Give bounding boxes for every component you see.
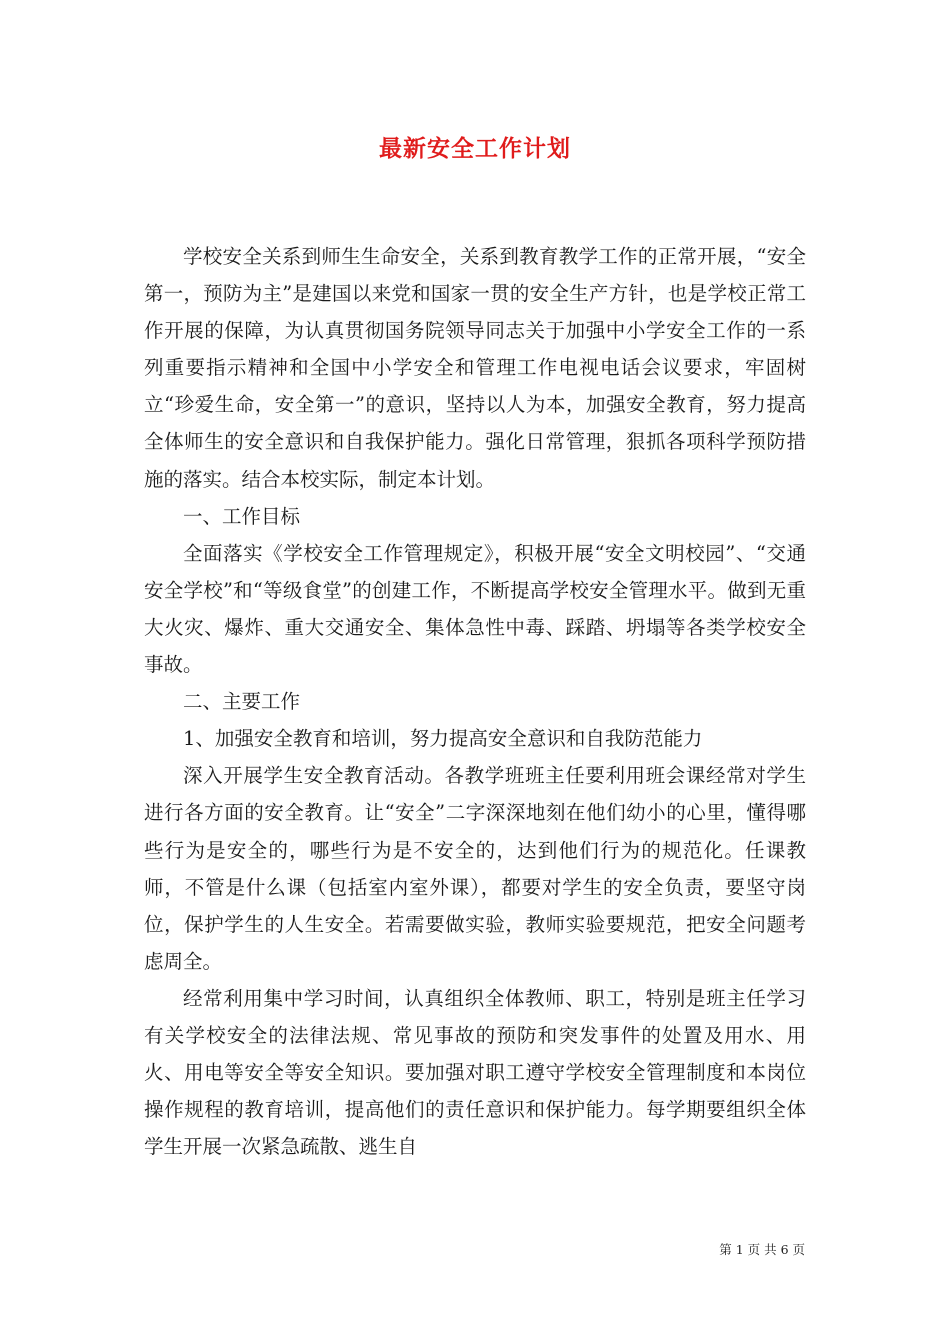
heading-work-goals: 一、工作目标 [183,504,301,528]
page-number-label: 第 1 页 共 6 页 [719,1242,805,1257]
paragraph-staff-training: 经常利用集中学习时间，认真组织全体教师、职工，特别是班主任学习有关学校安全的法律法规、常见事故的预防和突发事件的处置及用水、用火、用电等安全等安全知识。要加强对职工遵守学校安全管理制度和本岗位操作规程的教育培训，提高他们的责任意识和保护能力。每学期要组织全体学生开展一次紧急疏散、逃生自 [144,986,806,1159]
page-number [719,1240,805,1258]
document-title: 最新安全工作计划 [379,135,571,162]
paragraph-intro: 学校安全关系到师生生命安全，关系到教育教学工作的正常开展，“安全第一，预防为主”是建国以来党和国家一贯的安全生产方针，也是学校正常工作开展的保障，为认真贯彻国务院领导同志关于加强中小学安全工作的一系列重要指示精神和全国中小学安全和管理工作电视电话会议要求，牢固树立“珍爱生命，安全第一”的意识，坚持以人为本，加强安全教育，努力提高全体师生的安全意识和自我保护能力。强化日常管理，狠抓各项科学预防措施的落实。结合本校实际，制定本计划。 [144,245,806,491]
subheading-education-training: 1、加强安全教育和培训，努力提高安全意识和自我防范能力 [183,727,703,751]
paragraph-goals: 全面落实《学校安全工作管理规定》，积极开展“安全文明校园”、“交通安全学校”和“等级食堂”的创建工作，不断提高学校安全管理水平。做到无重大火灾、爆炸、重大交通安全、集体急性中毒、踩踏、坍塌等各类学校安全事故。 [144,541,806,677]
paragraph-student-education: 深入开展学生安全教育活动。各教学班班主任要利用班会课经常对学生进行各方面的安全教育。让“安全”二字深深地刻在他们幼小的心里，懂得哪些行为是安全的，哪些行为是不安全的，达到他们行为的规范化。任课教师，不管是什么课（包括室内室外课），都要对学生的安全负责，要坚守岗位，保护学生的人生安全。若需要做实验，教师实验要规范，把安全问题考虑周全。 [144,764,806,973]
heading-main-work: 二、主要工作 [183,690,301,714]
document-body [144,238,806,1165]
